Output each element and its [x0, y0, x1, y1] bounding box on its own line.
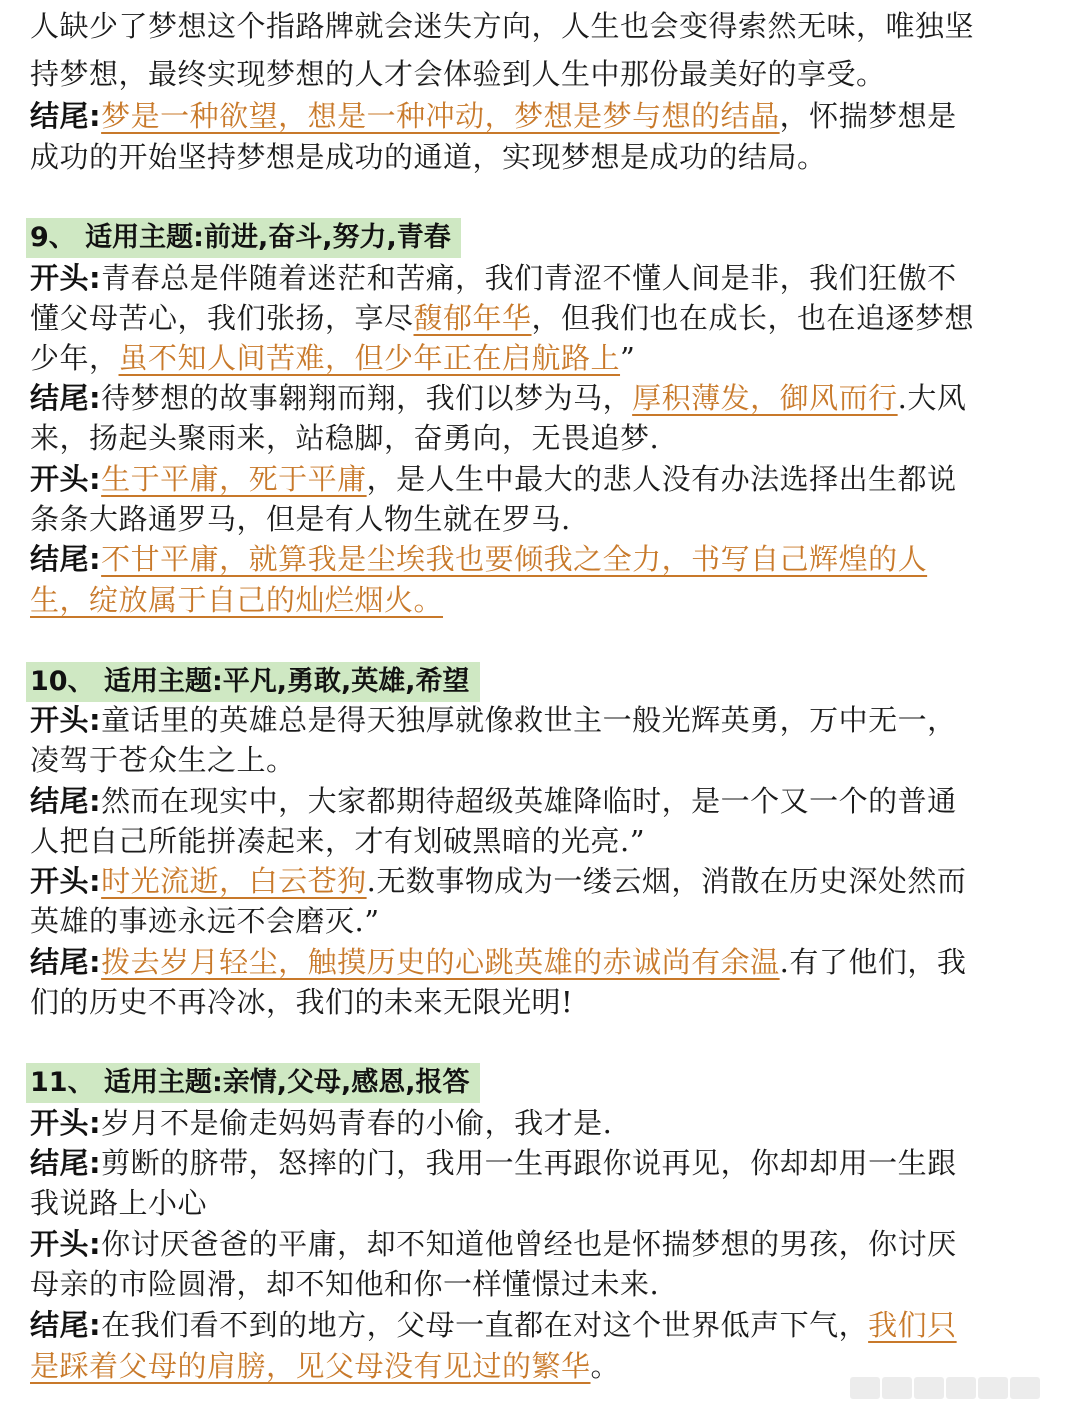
text-line — [30, 821, 1060, 861]
watermark-block — [850, 1377, 880, 1399]
ending-label: 结尾: — [30, 1308, 102, 1342]
text-line — [30, 6, 1060, 46]
body-text: ，但我们也在成长，也在追逐梦想 — [531, 301, 975, 335]
ending-label: 结尾: — [30, 381, 102, 415]
highlighted-quote: 时光流逝，白云苍狗 — [101, 864, 367, 898]
text-line — [30, 580, 1060, 620]
opening-label: 开头: — [30, 1227, 102, 1261]
body-text: 少年， — [30, 341, 119, 375]
text-line — [30, 901, 1060, 941]
text-line — [30, 258, 1060, 298]
text-line — [30, 942, 1060, 982]
body-text: 岁月不是偷走妈妈青春的小偷，我才是. — [101, 1106, 613, 1140]
body-text: 剪断的脐带，怒摔的门，我用一生再跟你说再见，你却却用一生跟 — [101, 1146, 957, 1180]
body-text: 待梦想的故事翱翔而翔，我们以梦为马， — [101, 381, 633, 415]
text-line — [30, 740, 1060, 780]
watermark-block — [914, 1377, 944, 1399]
highlighted-quote: 拨去岁月轻尘，触摸历史的心跳英雄的赤诚尚有余温 — [101, 945, 780, 979]
text-line — [30, 137, 1060, 177]
section-heading-10: 10、 适用主题:平凡,勇敢,英雄,希望 — [26, 662, 480, 702]
highlighted-quote: 我们只 — [868, 1308, 957, 1342]
body-text: 童话里的英雄总是得天独厚就像救世主一般光辉英勇，万中无一， — [101, 703, 957, 737]
opening-label: 开头: — [30, 261, 102, 295]
body-text: .大风 — [897, 381, 967, 415]
body-text: 母亲的市险圆滑，却不知他和你一样懂憬过未来. — [30, 1267, 660, 1301]
text-line — [30, 1183, 1060, 1223]
watermark-block — [882, 1377, 912, 1399]
body-text: 然而在现实中，大家都期待超级英雄降临时，是一个又一个的普通 — [101, 784, 957, 818]
section-heading-11: 11、 适用主题:亲情,父母,感恩,报答 — [26, 1063, 480, 1103]
text-line — [30, 781, 1060, 821]
ending-label: 结尾: — [30, 784, 102, 818]
text-line — [30, 1103, 1060, 1143]
body-text: 懂父母苦心，我们张扬，享尽 — [30, 301, 414, 335]
highlighted-quote: 不甘平庸，就算我是尘埃我也要倾我之全力，书写自己辉煌的人 — [101, 542, 928, 576]
watermark-block — [978, 1377, 1008, 1399]
text-line — [30, 338, 1060, 378]
body-text: 凌驾于苍众生之上。 — [30, 743, 296, 777]
text-line — [30, 539, 1060, 579]
body-text: 英雄的事迹永远不会磨灭.” — [30, 904, 380, 938]
text-line — [30, 982, 1060, 1022]
body-text: 来，扬起头聚雨来，站稳脚，奋勇向，无畏追梦. — [30, 421, 660, 455]
text-line — [30, 378, 1060, 418]
highlighted-quote: 是踩着父母的肩膀，见父母没有见过的繁华 — [30, 1349, 591, 1383]
text-line — [30, 1224, 1060, 1264]
body-text: 在我们看不到的地方，父母一直都在对这个世界低声下气， — [101, 1308, 869, 1342]
section-heading-9: 9、 适用主题:前进,奋斗,努力,青春 — [26, 218, 461, 258]
body-text: ，怀揣梦想是 — [779, 99, 957, 133]
text-line — [30, 499, 1060, 539]
body-text: .无数事物成为一缕云烟，消散在历史深处然而 — [366, 864, 967, 898]
text-line — [30, 1143, 1060, 1183]
text-line — [30, 54, 1060, 94]
watermark — [850, 1372, 1060, 1404]
ending-label: 结尾: — [30, 1146, 102, 1180]
ending-label: 结尾: — [30, 542, 102, 576]
ending-label: 结尾: — [30, 945, 102, 979]
highlighted-quote: 生，绽放属于自己的灿烂烟火。 — [30, 583, 444, 617]
body-text: 青春总是伴随着迷茫和苦痛，我们青涩不懂人间是非，我们狂傲不 — [101, 261, 957, 295]
body-text: 成功的开始坚持梦想是成功的通道，实现梦想是成功的结局。 — [30, 140, 827, 174]
body-text: 们的历史不再冷冰，我们的未来无限光明! — [30, 985, 574, 1019]
body-text: 条条大路通罗马，但是有人物生就在罗马. — [30, 502, 571, 536]
text-line — [30, 861, 1060, 901]
body-text: ，是人生中最大的悲人没有办法选择出生都说 — [366, 462, 957, 496]
body-text: .有了他们，我 — [779, 945, 967, 979]
body-text: 。 — [590, 1349, 621, 1383]
highlighted-quote: 生于平庸，死于平庸 — [101, 462, 367, 496]
watermark-block — [946, 1377, 976, 1399]
opening-label: 开头: — [30, 703, 102, 737]
text-line — [30, 418, 1060, 458]
body-text: 我说路上小心 — [30, 1186, 208, 1220]
text-line — [30, 459, 1060, 499]
opening-label: 开头: — [30, 1106, 102, 1140]
text-line — [30, 1305, 1060, 1345]
text-line — [30, 96, 1060, 136]
watermark-block — [1010, 1377, 1040, 1399]
opening-label: 开头: — [30, 864, 102, 898]
text-line — [30, 700, 1060, 740]
text-line — [30, 1264, 1060, 1304]
body-text: 人缺少了梦想这个指路牌就会迷失方向，人生也会变得索然无味，唯独坚 — [30, 9, 975, 43]
highlighted-quote: 梦是一种欲望，想是一种冲动，梦想是梦与想的结晶 — [101, 99, 780, 133]
highlighted-quote: 虽不知人间苦难，但少年正在启航路上 — [118, 341, 621, 375]
text-line — [30, 298, 1060, 338]
body-text: 人把自己所能拼凑起来，才有划破黑暗的光亮.” — [30, 824, 646, 858]
opening-label: 开头: — [30, 462, 102, 496]
highlighted-quote: 馥郁年华 — [413, 301, 532, 335]
body-text: ” — [620, 341, 636, 375]
ending-label: 结尾: — [30, 99, 102, 133]
body-text: 你讨厌爸爸的平庸，却不知道他曾经也是怀揣梦想的男孩，你讨厌 — [101, 1227, 957, 1261]
body-text: 持梦想，最终实现梦想的人才会体验到人生中那份最美好的享受。 — [30, 57, 886, 91]
highlighted-quote: 厚积薄发，御风而行 — [632, 381, 898, 415]
